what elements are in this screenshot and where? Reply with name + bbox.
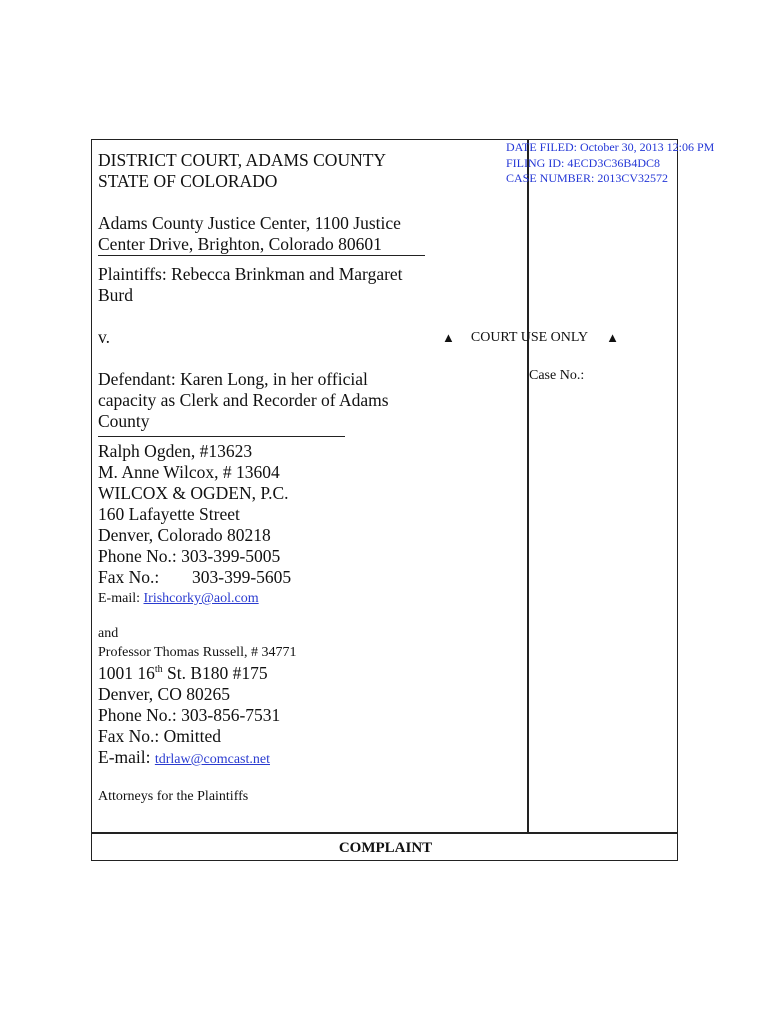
fax-label: Fax No.: <box>98 567 160 587</box>
separator-rule <box>98 255 425 256</box>
street-rest: St. B180 #175 <box>162 663 268 683</box>
firm-city: Denver, Colorado 80218 <box>98 525 271 545</box>
attorney-name-1: Ralph Ogden, #13623 <box>98 441 253 461</box>
firm-email <box>98 590 428 607</box>
law-firm: WILCOX & OGDEN, P.C. <box>98 483 289 503</box>
professor-name: Professor Thomas Russell, # 34771 <box>98 645 297 660</box>
email-link[interactable]: Irishcorky@aol.com <box>143 591 259 606</box>
court-address-line1: Adams County Justice Center, 1100 Justice <box>98 213 401 233</box>
attorneys-for: Attorneys for the Plaintiffs <box>98 789 249 804</box>
professor-street <box>98 663 428 684</box>
document-title: COMPLAINT <box>338 840 433 856</box>
email-label: E-mail: <box>98 591 140 606</box>
triangle-icon: ▲ <box>606 330 620 345</box>
professor-email <box>98 747 428 770</box>
fax-value: 303-399-5605 <box>192 567 292 587</box>
filing-stamp <box>506 140 714 187</box>
caption-box <box>91 139 715 861</box>
filing-id: FILING ID: 4ECD3C36B4DC8 <box>506 155 661 170</box>
defendant-line2: capacity as Clerk and Recorder of Adams <box>98 390 389 410</box>
court-state: STATE OF COLORADO <box>98 171 278 191</box>
horizontal-divider <box>92 832 677 834</box>
firm-fax <box>98 567 428 588</box>
triangle-icon: ▲ <box>442 330 455 345</box>
caption-left-column <box>98 150 428 805</box>
court-address-line2: Center Drive, Brighton, Colorado 80601 <box>98 234 382 254</box>
plaintiffs-line1: Plaintiffs: Rebecca Brinkman and Margaret <box>98 264 403 284</box>
defendant-line3: County <box>98 411 150 431</box>
versus: v. <box>98 327 110 347</box>
vertical-divider <box>527 140 529 832</box>
firm-street: 160 Lafayette Street <box>98 504 240 524</box>
professor-phone: Phone No.: 303-856-7531 <box>98 705 281 725</box>
separator-rule <box>98 436 345 437</box>
email-label: E-mail: <box>98 747 151 767</box>
street-number: 1001 16 <box>98 663 155 683</box>
professor-city: Denver, CO 80265 <box>98 684 230 704</box>
street-ordinal: th <box>154 664 163 676</box>
court-use-label: COURT USE ONLY <box>470 330 589 345</box>
email-link[interactable]: tdrlaw@comcast.net <box>154 752 270 767</box>
court-use-only <box>442 330 642 346</box>
attorney-name-2: M. Anne Wilcox, # 13604 <box>98 462 280 482</box>
case-number-label: Case No.: <box>529 368 585 383</box>
and-text: and <box>98 626 119 641</box>
plaintiffs-line2: Burd <box>98 285 133 305</box>
court-name: DISTRICT COURT, ADAMS COUNTY <box>98 150 387 170</box>
firm-phone: Phone No.: 303-399-5005 <box>98 546 281 566</box>
professor-fax: Fax No.: Omitted <box>98 726 221 746</box>
defendant-line1: Defendant: Karen Long, in her official <box>98 369 368 389</box>
case-number: CASE NUMBER: 2013CV32572 <box>506 171 669 185</box>
date-filed: DATE FILED: October 30, 2013 12:06 PM <box>506 140 715 154</box>
